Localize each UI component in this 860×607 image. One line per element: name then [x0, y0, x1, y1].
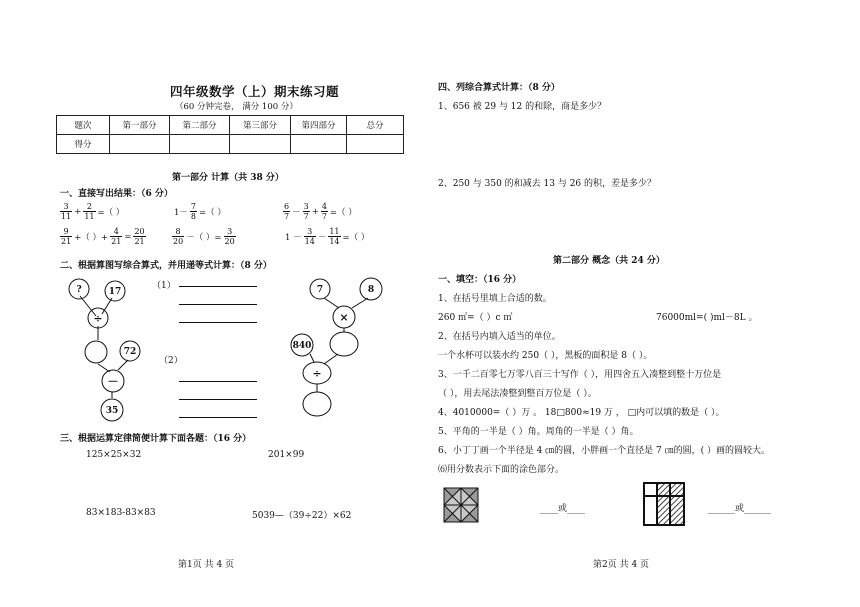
- tree-node[interactable]: [330, 332, 358, 356]
- fraction-figure-1: [443, 487, 479, 523]
- calc-item: 125×25×32: [86, 450, 142, 460]
- tree-label: 7: [316, 285, 324, 295]
- table-header: 第三部分: [230, 116, 291, 135]
- answer-line[interactable]: [179, 381, 257, 382]
- page-number-right: 第2页 共 4 页: [593, 560, 650, 570]
- calc-item: 1－ $\frac{7}{8}$ =（ ）: [174, 202, 226, 221]
- score-cell[interactable]: [230, 135, 291, 154]
- fill-heading: 一、填空：（16 分）: [438, 275, 522, 285]
- calc-item: 5039—（39÷22）×62: [252, 511, 352, 521]
- part1-heading: 第一部分 计算（共 38 分）: [172, 173, 284, 183]
- calc-item: $\frac{3}{11}$ + $\frac{2}{11}$ =（ ）: [61, 202, 125, 221]
- answer-line[interactable]: [179, 417, 257, 418]
- answer-line[interactable]: [179, 322, 257, 323]
- calc-item: $\frac{6}{7}$ － $\frac{3}{7}$ + $\frac{4}{7}$ =（ ）: [284, 202, 357, 221]
- tree-label: 17: [108, 287, 122, 297]
- calc-item: $\frac{8}{20}$ －（ ）= $\frac{3}{20}$: [173, 227, 235, 246]
- calc-item: 1 － $\frac{3}{14}$ － $\frac{11}{14}$ =（ ）: [285, 227, 370, 246]
- q3-heading: 三、根据运算定律简便计算下面各题：（16 分）: [60, 434, 252, 444]
- answer-label-2: （2）: [159, 356, 183, 366]
- question-text: 2、在括号内填入适当的单位。: [438, 332, 561, 342]
- tree-label: 72: [123, 347, 137, 357]
- answer-line[interactable]: [179, 286, 257, 287]
- answer-blank[interactable]: ____或____: [540, 504, 586, 514]
- fraction-figure-2: [643, 482, 685, 526]
- question-text: 一个水杯可以装水约 250（ ），黑板的面积是 8（ ）。: [438, 351, 653, 361]
- part2-heading: 第二部分 概念（共 24 分）: [553, 256, 665, 266]
- question-text: 4、4010000=（ ）万 。 18□800≈19 万 ， □内可以填的数是（ ）。: [438, 408, 725, 418]
- question-text: 6、小丁丁画一个半径是 4 ㎝的圆，小胖画一个直径是 7 ㎝的圆，( ）画的圆较大。: [438, 446, 770, 456]
- score-cell[interactable]: [170, 135, 230, 154]
- table-row: [57, 135, 404, 154]
- answer-line[interactable]: [179, 304, 257, 305]
- question-text: 1、在括号里填上合适的数。: [438, 294, 552, 304]
- tree-operator: －: [107, 375, 119, 388]
- score-cell[interactable]: [291, 135, 347, 154]
- question-text: 5、平角的一半是（ ）角。周角的一半是（ ）角。: [438, 427, 639, 437]
- tree-operator: ×: [339, 311, 349, 324]
- tree-operator: ÷: [93, 312, 103, 325]
- calc-tree-1: [60, 274, 160, 424]
- table-row: [57, 116, 404, 135]
- tree-label: 35: [105, 406, 119, 416]
- table-cell: 得分: [57, 135, 110, 154]
- calc-item: 201×99: [268, 450, 305, 460]
- score-cell[interactable]: [347, 135, 404, 154]
- tree-operator: ÷: [312, 367, 322, 380]
- table-header: 总分: [347, 116, 404, 135]
- score-table: [56, 115, 404, 154]
- tree-label: ?: [76, 285, 82, 295]
- q1-heading: 一、直接写出结果：（6 分）: [60, 189, 173, 199]
- question-text: 1、656 被 29 与 12 的和除，商是多少？: [438, 102, 607, 112]
- calc-item: $\frac{9}{21}$ +（ ）+ $\frac{4}{21}$ = $\frac{20}{21}$: [61, 227, 145, 246]
- tree-label: 840: [292, 341, 312, 351]
- tree-label: 8: [367, 285, 375, 295]
- calc-item: 83×183-83×83: [86, 508, 156, 518]
- answer-blank[interactable]: ______或______: [708, 504, 772, 514]
- answer-label-1: （1）: [152, 281, 176, 291]
- question-text: 260 ㎡=（ ）c ㎡: [438, 313, 513, 323]
- answer-line[interactable]: [179, 399, 257, 400]
- question-text: ⑹用分数表示下面的涂色部分。: [438, 465, 565, 475]
- table-header: 题次: [57, 116, 110, 135]
- exam-title: 四年级数学（上）期末练习题: [170, 84, 340, 99]
- q2-heading: 二、根据算图写综合算式，并用递等式计算：（8 分）: [60, 261, 272, 271]
- page-number-left: 第1页 共 4 页: [178, 560, 235, 570]
- question-text: 76000ml=( )ml－8L 。: [656, 313, 758, 323]
- table-header: 第一部分: [110, 116, 170, 135]
- calc-tree-2: [284, 274, 394, 424]
- exam-subtitle: （60 分钟完卷， 满分 100 分）: [175, 102, 298, 112]
- tree-node[interactable]: [303, 392, 331, 416]
- question-text: 2、250 与 350 的和减去 13 与 26 的积，差是多少？: [438, 179, 657, 189]
- table-header: 第四部分: [291, 116, 347, 135]
- score-cell[interactable]: [110, 135, 170, 154]
- table-header: 第二部分: [170, 116, 230, 135]
- question-text: 3、一千二百零七万零八百三十写作（ ），用四舍五入凑整到整十万位是: [438, 370, 722, 380]
- tree-node[interactable]: [85, 341, 107, 363]
- part4-heading: 四、列综合算式计算：（8 分）: [438, 83, 560, 93]
- question-text: （ ），用去尾法凑整到整百万位是（ ）。: [438, 389, 597, 399]
